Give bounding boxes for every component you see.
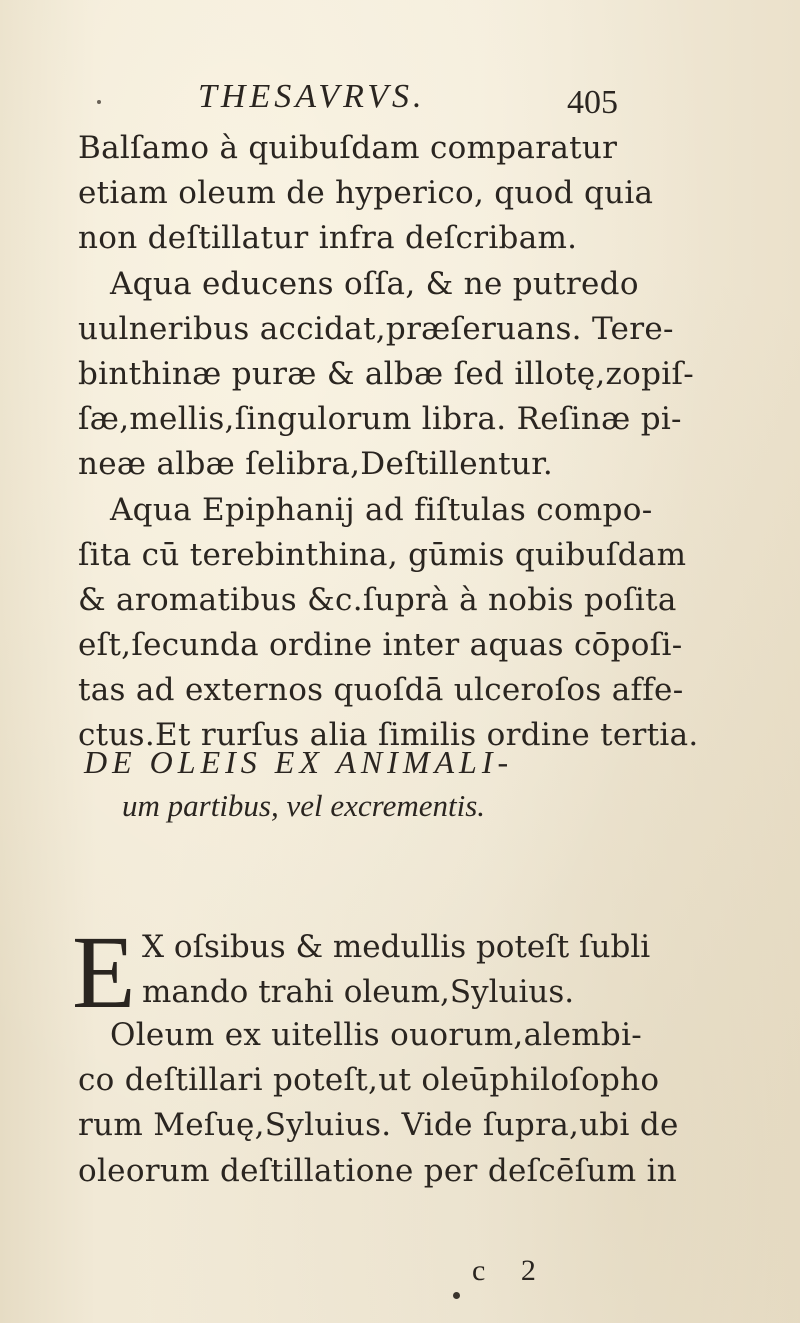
text-line: co deſtillari poteſt,ut oleūphiloſopho bbox=[78, 1062, 660, 1099]
section-heading-line2: um partibus, vel excrementis. bbox=[122, 788, 486, 823]
text-line: & aromatibus &c.ſuprà à nobis poſita bbox=[78, 581, 677, 618]
body-text-top bbox=[78, 126, 728, 759]
drop-cap-paragraph bbox=[72, 915, 738, 1030]
text-line: eſt,ſecunda ordine inter aquas cōpoſi- bbox=[78, 627, 683, 664]
drop-cap: E bbox=[72, 915, 136, 1030]
running-head: THESAVRVS. bbox=[198, 78, 426, 115]
text-line: etiam oleum de hyperico, quod quia bbox=[78, 175, 654, 212]
text-line: oleorum deſtillatione per deſcēſum in bbox=[78, 1152, 678, 1189]
text-line: tas ad externos quoſdā ulceroſos affe- bbox=[78, 672, 684, 709]
body-text-bottom bbox=[78, 1013, 728, 1194]
text-line: non deſtillatur infra deſcribam. bbox=[78, 220, 578, 257]
text-line: mando trahi oleum,Syluius. bbox=[142, 974, 575, 1011]
text-line: ctus.Et rurſus alia ſimilis ordine tertia. bbox=[78, 717, 699, 754]
text-line: uulneribus accidat,præſeruans. Tere- bbox=[78, 310, 674, 347]
page-number: 405 bbox=[567, 84, 618, 121]
text-line: X oſsibus & medullis poteſt ſubli bbox=[142, 929, 651, 965]
section-heading bbox=[84, 740, 734, 828]
signature-mark: c 2 bbox=[472, 1254, 550, 1287]
ink-dot bbox=[453, 1292, 460, 1299]
text-line: Aqua educens oſſa, & ne putredo bbox=[110, 265, 639, 302]
text-line: Aqua Epiphanij ad fiſtulas compo- bbox=[110, 491, 653, 528]
text-line: neæ albæ ſelibra,Deſtillentur. bbox=[78, 446, 554, 483]
text-line: Oleum ex uitellis ouorum,alembi- bbox=[110, 1017, 643, 1053]
text-line: ſæ,mellis,ſingulorum libra. Reſinæ pi- bbox=[78, 401, 682, 438]
text-line: Balſamo à quibuſdam comparatur bbox=[78, 130, 618, 166]
page-header bbox=[0, 70, 800, 130]
text-line: ſita cū terebinthina, gūmis quibuſdam bbox=[78, 536, 687, 573]
section-heading-line1: DE OLEIS EX ANIMALI- bbox=[84, 744, 514, 780]
text-line: rum Meſuę,Syluius. Vide ſupra,ubi de bbox=[78, 1107, 679, 1144]
text-line: binthinæ puræ & albæ ſed illotę,zopiſ- bbox=[78, 355, 695, 392]
